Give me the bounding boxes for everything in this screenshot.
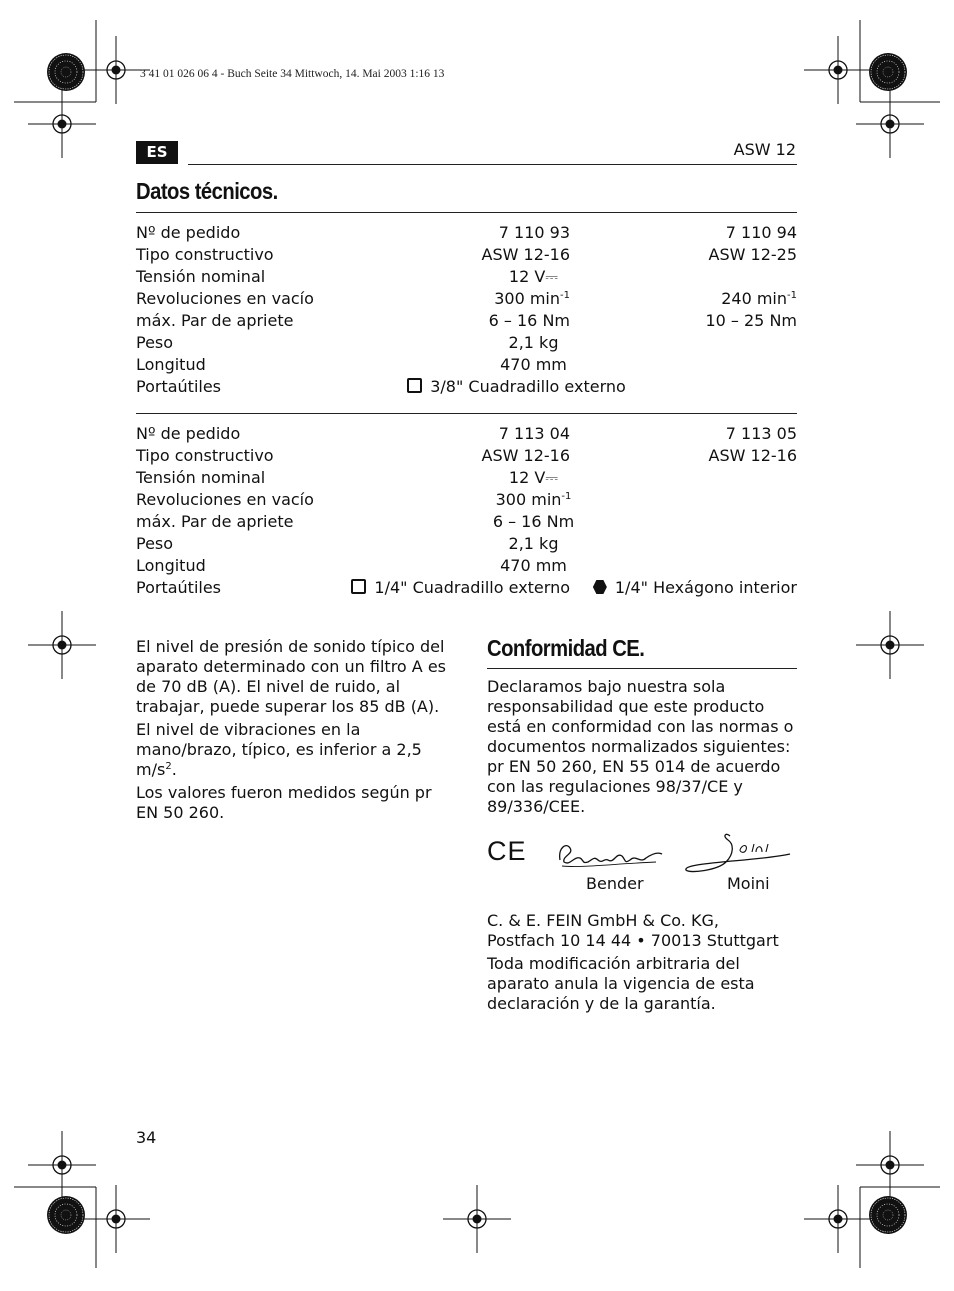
holder-value: 1/4" Hexágono interior [614,578,797,597]
spec-row-voltage [136,266,797,288]
holder-value: 3/8" Cuadradillo externo [430,377,626,396]
model-label: ASW 12 [733,140,796,159]
spec-row-speed [136,288,797,310]
measurement-paragraph: Los valores fueron medidos según pr EN 50 260. [136,783,432,822]
noise-info [136,637,458,826]
ce-section-title: Conformidad CE. [487,635,645,661]
row-label: Tipo constructivo [136,446,274,465]
spec-row-torque [136,310,797,332]
vibration-end: . [171,760,177,779]
spec-row-weight [136,533,797,555]
row-label: Tensión nominal [136,267,266,286]
row-label: Peso [136,534,174,553]
row-label: Revoluciones en vacío [136,490,314,509]
speed-value: 240 min [721,289,788,308]
square-drive-icon [351,579,366,594]
value-shared: 6 – 16 Nm [492,512,575,531]
row-label: Tensión nominal [136,468,266,487]
value-shared: 2,1 kg [508,534,559,553]
row-label: Nº de pedido [136,424,241,443]
square-drive-icon [407,378,422,393]
signer-moini-name: Moini [727,874,770,893]
signer-bender-name: Bender [586,874,644,893]
company-info [487,911,799,1017]
modification-note: Toda modificación arbitraria del aparato anula la vigencia de esta declaración y de la garantía. [487,954,755,1013]
spec-row-type [136,445,797,467]
spec-row-length [136,555,797,577]
row-label: Longitud [136,355,206,374]
noise-paragraph: El nivel de presión de sonido típico del aparato determinado con un filtro A es de 70 dB (A). El nivel de ruido, al trabajar, puede superar los 85 dB (A). [136,637,447,716]
spec-row-length [136,354,797,376]
value-shared: 470 mm [500,355,567,374]
value-col-b: ASW 12-25 [708,245,797,264]
hexagon-socket-icon [593,580,607,594]
tech-section-title: Datos técnicos. [136,178,278,204]
speed-exponent: -1 [560,290,570,301]
spec-row-order [136,222,797,244]
spec-table-2 [136,423,797,599]
company-name: C. & E. FEIN GmbH & Co. KG, [487,911,719,930]
spec-row-type [136,244,797,266]
value-col-a: ASW 12-16 [481,245,570,264]
print-header: 3 41 01 026 06 4 - Buch Seite 34 Mittwoch, 14. Mai 2003 1:16 13 [140,68,445,80]
row-label: Tipo constructivo [136,245,274,264]
speed-exponent: -1 [561,491,572,502]
spec-row-order [136,423,797,445]
spec-row-holder [136,376,797,398]
signature-moini [682,830,802,878]
row-label: Longitud [136,556,206,575]
value-col-b: 7 110 94 [725,223,797,242]
value-shared: 12 V⎓ [508,267,559,286]
row-label: máx. Par de apriete [136,512,294,531]
value-col-b [721,288,797,310]
value-shared: 470 mm [500,556,567,575]
value-shared [136,489,797,511]
value-col-a: 7 110 93 [498,223,570,242]
ce-title-rule [487,668,797,669]
language-badge: ES [136,141,178,164]
spec-row-holder [136,577,797,599]
tech-title-rule [136,212,797,213]
holder-value: 1/4" Cuadradillo externo [374,578,570,597]
value-col-b: ASW 12-16 [708,446,797,465]
speed-value: 300 min [494,289,561,308]
speed-exponent: -1 [787,290,797,301]
row-label: Nº de pedido [136,223,241,242]
ce-mark: CE [487,836,527,866]
value-shared: 2,1 kg [508,333,559,352]
row-label: Portaútiles [136,377,222,396]
ce-declaration: Declaramos bajo nuestra sola responsabilidad que este producto está en conformidad con las normas o documentos normalizados siguientes: pr EN 50 260, EN 55 014 de acuerdo con las regulaciones 98/37/CE y 89/336/CEE. [487,677,794,816]
value-col-b: 10 – 25 Nm [705,311,797,330]
table-separator [136,413,797,414]
vibration-text: El nivel de vibraciones en la mano/brazo, típico, es inferior a 2,5 m/s [136,720,422,779]
value-shared: 12 V⎓ [508,468,559,487]
value-col-a [351,577,570,599]
spec-table-1 [136,222,797,398]
row-label: Portaútiles [136,578,222,597]
value-col-a: ASW 12-16 [481,446,570,465]
vibration-paragraph [136,720,458,780]
spec-row-torque [136,511,797,533]
value-col-b: 7 113 05 [725,424,797,443]
spec-row-weight [136,332,797,354]
vibration-exponent: 2 [165,761,172,772]
speed-value: 300 min [495,490,562,509]
value-shared [136,376,797,398]
page-number: 34 [136,1128,157,1147]
spec-row-voltage [136,467,797,489]
value-col-b [593,577,797,599]
value-col-a [494,288,570,310]
row-label: Peso [136,333,174,352]
header-rule [188,164,797,165]
company-address: Postfach 10 14 44 • 70013 Stuttgart [487,931,779,950]
row-label: máx. Par de apriete [136,311,294,330]
spec-row-speed [136,489,797,511]
value-col-a: 7 113 04 [498,424,570,443]
signature-bender [552,838,672,878]
row-label: Revoluciones en vacío [136,289,314,308]
value-col-a: 6 – 16 Nm [488,311,570,330]
